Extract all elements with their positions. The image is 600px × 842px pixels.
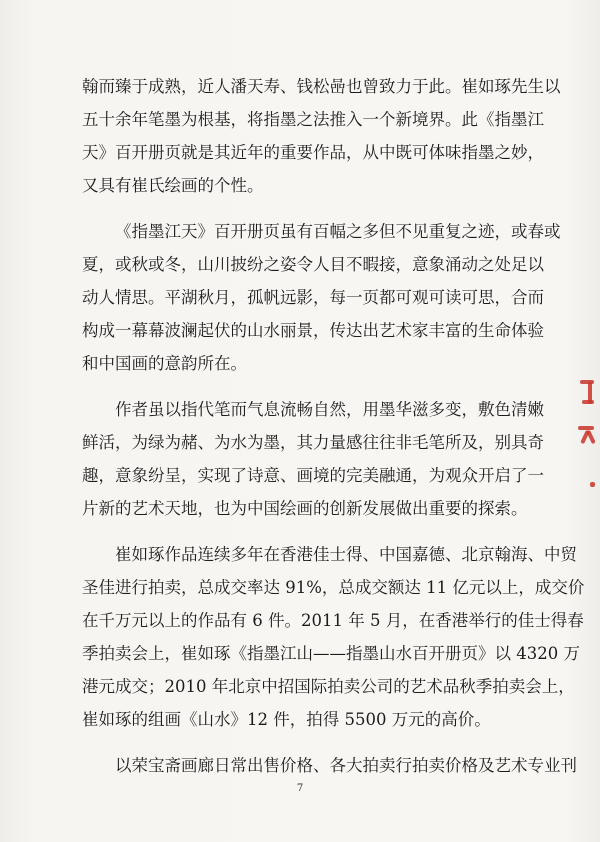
text-line: 动人情思。平湖秋月，孤帆远影，每一页都可观可读可思，合而 (82, 288, 544, 307)
text-line: 崔如琢作品连续多年在香港佳士得、中国嘉德、北京翰海、中贸 (115, 545, 577, 564)
text-line: 片新的艺术天地，也为中国绘画的创新发展做出重要的探索。 (82, 499, 528, 518)
paragraph (82, 393, 544, 525)
text-line: 夏，或秋或冬，山川披纷之姿令人目不暇接，意象涌动之处足以 (82, 255, 544, 274)
text-line: 鲜活，为绿为赭、为水为墨，其力量感往往非毛笔所及，别具奇 (82, 433, 544, 452)
page-number: 7 (296, 783, 304, 794)
text-line: 五十余年笔墨为根基，将指墨之法推入一个新境界。此《指墨江 (82, 110, 544, 129)
text-line: 崔如琢的组画《山水》12 件，拍得 5500 万元的高价。 (82, 710, 491, 729)
body-text (82, 70, 585, 782)
text-line: 港元成交；2010 年北京中招国际拍卖公司的艺术品秋季拍卖会上， (82, 677, 575, 696)
text-line: 在千万元以上的作品有 6 件。2011 年 5 月，在香港举行的佳士得春 (82, 611, 584, 630)
text-line: 翰而臻于成熟，近人潘天寿、钱松喦也曾致力于此。崔如琢先生以 (82, 77, 561, 96)
paragraph (82, 538, 585, 736)
paragraph (82, 70, 561, 202)
text-line: 季拍卖会上，崔如琢《指墨江山——指墨山水百开册页》以 4320 万 (82, 644, 580, 663)
text-line: 天》百开册页就是其近年的重要作品，从中既可体味指墨之妙， (82, 143, 544, 162)
text-line: 趣，意象纷呈，实现了诗意、画境的完美融通，为观众开启了一 (82, 466, 544, 485)
text-line: 又具有崔氏绘画的个性。 (82, 176, 264, 195)
paragraph (82, 749, 577, 782)
text-line: 作者虽以指代笔而气息流畅自然，用墨华滋多变，敷色清嫩 (115, 400, 544, 419)
text-line: 构成一幕幕波澜起伏的山水丽景，传达出艺术家丰富的生命体验 (82, 321, 544, 340)
text-line: 圣佳进行拍卖，总成交率达 91%，总成交额达 11 亿元以上，成交价 (82, 578, 585, 597)
text-line: 和中国画的意韵所在。 (82, 354, 247, 373)
red-seal-edge-icon (574, 370, 600, 500)
text-line: 《指墨江天》百开册页虽有百幅之多但不见重复之迹，或春或 (115, 222, 561, 241)
text-line: 以荣宝斋画廊日常出售价格、各大拍卖行拍卖价格及艺术专业刊 (115, 756, 577, 775)
paragraph (82, 215, 561, 380)
